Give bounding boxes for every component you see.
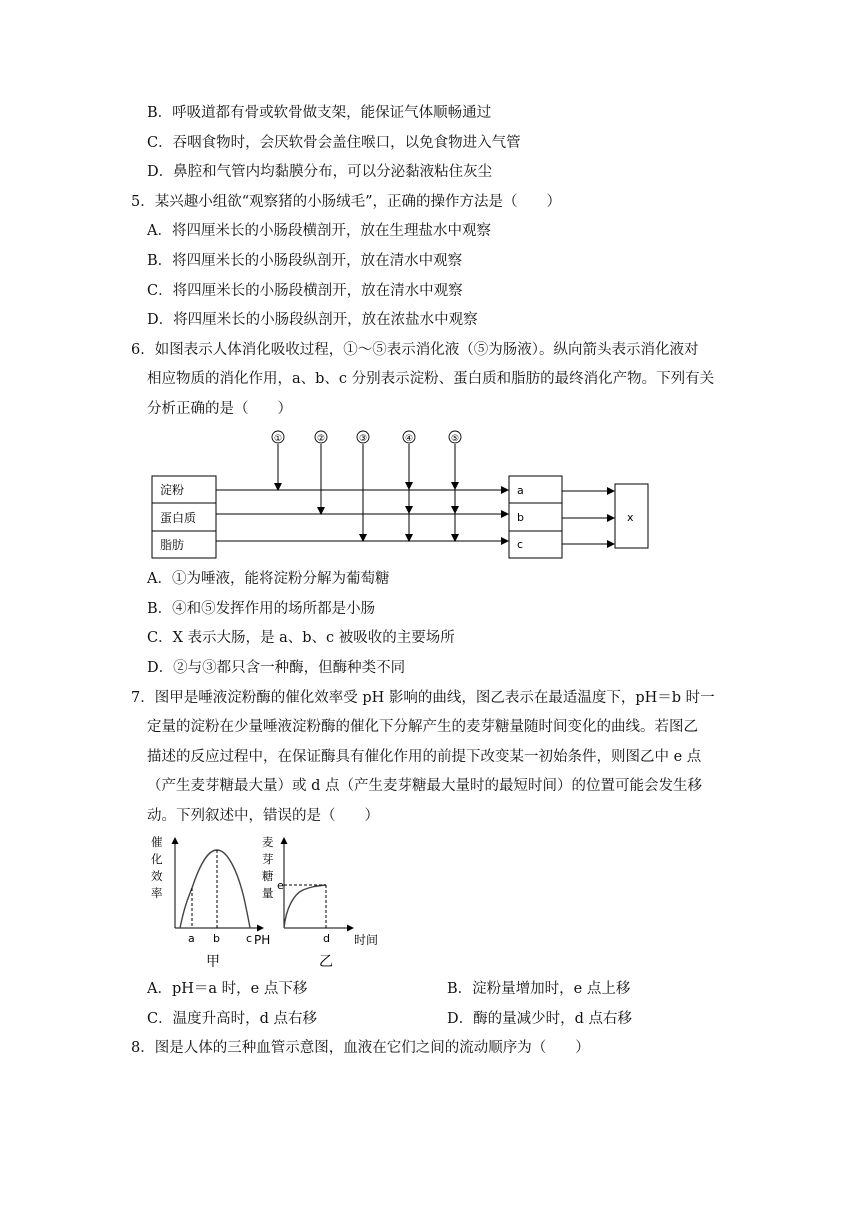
svg-text:率: 率 [151,886,163,900]
jia-tick-a: a [188,932,195,945]
graph-jia [151,835,270,970]
absorption-x: x [627,511,634,524]
jia-curve [180,850,250,928]
svg-text:④: ④ [404,434,414,444]
q7-option-b: B．淀粉量增加时，e 点上移 [447,981,631,997]
q8-stem: 8．图是人体的三种血管示意图，血液在它们之间的流动顺序为（ ） [131,1040,590,1056]
q7-stem-line-3: 描述的反应过程中，在保证酶具有催化作用的前提下改变某一初始条件，则图乙中 e 点 [147,749,702,765]
juice-label-2 [315,431,327,444]
jia-xlabel: PH [254,933,271,947]
yi-curve [284,885,326,928]
q6-stem-line-2: 相应物质的消化作用，a、b、c 分别表示淀粉、蛋白质和脂肪的最终消化产物。下列有关 [147,371,715,387]
substance-box [152,476,216,558]
svg-text:效: 效 [151,869,163,883]
yi-level-e: e [277,879,284,892]
yi-tick-d: d [323,932,330,945]
graph-jia-ylabel [151,835,163,900]
svg-text:⑤: ⑤ [450,434,460,444]
svg-text:化: 化 [151,852,163,866]
svg-text:量: 量 [262,886,274,900]
substance-fat: 脂肪 [160,538,185,552]
yi-xlabel: 时间 [354,933,379,947]
graph-yi [262,835,378,970]
q7-stem-line-2: 定量的淀粉在少量唾液淀粉酶的催化下分解产生的麦芽糖量随时间变化的曲线。若图乙 [147,719,698,735]
substance-starch: 淀粉 [160,483,185,497]
q7-stem-line-1: 7．图甲是唾液淀粉酶的催化效率受 pH 影响的曲线，图乙表示在最适温度下，pH＝b 时一 [131,690,715,706]
jia-caption: 甲 [206,954,220,970]
juice-label-1 [272,431,284,444]
juice-label-5 [449,431,461,444]
q7-stem-line-4: （产生麦芽糖最大量）或 d 点（产生麦芽糖最大量时的最短时间）的位置可能会发生移 [147,778,702,794]
q4-option-c: C．吞咽食物时，会厌软骨会盖住喉口，以免食物进入气管 [147,135,521,151]
q7-stem-line-5: 动。下列叙述中，错误的是（ ） [147,808,379,824]
q4-option-d: D．鼻腔和气管内均黏膜分布，可以分泌黏液粘住灰尘 [147,164,493,180]
enzyme-graphs [140,828,400,973]
q6-option-d: D．②与③都只含一种酶，但酶种类不同 [147,660,406,676]
jia-tick-b: b [213,932,220,945]
svg-text:催: 催 [151,835,163,849]
graph-yi-ylabel [262,835,274,900]
juice-arrows [278,444,455,541]
flow-arrows [216,490,508,541]
q5-option-c: C．将四厘米长的小肠段横剖开，放在清水中观察 [147,283,463,299]
svg-text:糖: 糖 [262,869,274,883]
product-b: b [517,511,524,524]
svg-text:③: ③ [358,434,368,444]
svg-text:①: ① [273,434,283,444]
q7-option-a: A．pH＝a 时，e 点下移 [147,981,308,997]
substance-protein: 蛋白质 [160,511,197,525]
jia-tick-c: c [246,932,253,945]
q4-option-b: B．呼吸道都有骨或软骨做支架，能保证气体顺畅通过 [147,105,492,121]
q7-option-d: D．酶的量减少时，d 点右移 [447,1011,633,1027]
q5-stem: 5．某兴趣小组欲“观察猪的小肠绒毛”，正确的操作方法是（ ） [131,194,562,210]
product-a: a [517,484,524,497]
absorption-box [615,484,648,548]
q7-option-c: C．温度升高时，d 点右移 [147,1011,317,1027]
svg-text:②: ② [316,434,326,444]
q6-stem-line-3: 分析正确的是（ ） [147,401,292,417]
yi-caption: 乙 [319,954,333,970]
svg-text:麦: 麦 [262,835,274,849]
q6-option-b: B．④和⑤发挥作用的场所都是小肠 [147,601,376,617]
juice-label-3 [357,431,369,444]
q5-option-a: A．将四厘米长的小肠段横剖开，放在生理盐水中观察 [147,223,491,239]
svg-text:芽: 芽 [262,852,274,866]
q6-option-c: C．X 表示大肠，是 a、b、c 被吸收的主要场所 [147,630,455,646]
product-c: c [517,538,524,551]
juice-label-4 [403,431,415,444]
q6-option-a: A．①为唾液，能将淀粉分解为葡萄糖 [147,571,390,587]
product-box [509,476,562,558]
q5-option-d: D．将四厘米长的小肠段纵剖开，放在浓盐水中观察 [147,312,478,328]
q5-option-b: B．将四厘米长的小肠段纵剖开，放在清水中观察 [147,253,463,269]
q6-stem-line-1: 6．如图表示人体消化吸收过程，①～⑤表示消化液（⑤为肠液）。纵向箭头表示消化液对 [131,342,699,358]
